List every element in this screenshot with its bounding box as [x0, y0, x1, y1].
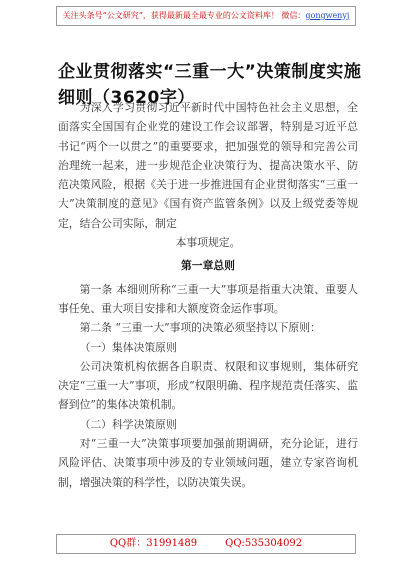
wechat-link[interactable]: gongwenyj: [305, 11, 350, 20]
intro-paragraph: 为深入学习贯彻习近平新时代中国特色社会主义思想，全面落实全国国有企业党的建设工作会议部署，特别是习近平总书记“两个一以贯之”的重要要求，把加强党的领导和完善公司治理统一起来，进一步规范企业决策行为、提高决策水平、防范决策风险，根据《关于进一步推进国有企业贯彻落实“三重一大”决策制度的意见》《国有资产监管条例》以及上级党委等规定，结合公司实际，制定: [58, 101, 358, 230]
chapter-heading: 第一章总则: [181, 259, 235, 273]
intro-paragraph-end: 本事项规定。: [175, 236, 241, 250]
article-1: 第一条 本细则所称“三重一大”事项是指重大决策、重要人事任免、重大项目安排和大额度资金运作事项。: [58, 282, 358, 315]
document-body: [58, 98, 358, 492]
qq-number: QQ:535304092: [225, 538, 303, 549]
banner-text: 关注头条号“公文研究”，获得最新最全最专业的公文资料库！ 微信：: [62, 11, 306, 20]
footer-banner: [56, 534, 356, 554]
article-2: 第二条 “三重一大”事项的决策必须坚持以下原则：: [79, 321, 321, 335]
qq-group: QQ群：31991489: [109, 538, 198, 549]
principle-2-title: （二）科学决策原则: [79, 417, 177, 431]
principle-1-title: （一）集体决策原则: [79, 340, 177, 354]
header-banner: [56, 6, 356, 26]
principle-1-text: 公司决策机构依据各自职责、权限和议事规则，集体研究决定“三重一大”事项，形成“权限明确、程序规范责任落实、监督到位”的集体决策机制。: [58, 359, 358, 412]
document-title: 企业贯彻落实“三重一大”决策制度实施细则（3620字）: [58, 62, 362, 108]
principle-2-text: 对“三重一大”决策事项要加强前期调研，充分论证，进行风险评估、决策事项中涉及的专业领域问题，建立专家咨询机制，增强决策的科学性，以防决策失误。: [58, 437, 358, 489]
